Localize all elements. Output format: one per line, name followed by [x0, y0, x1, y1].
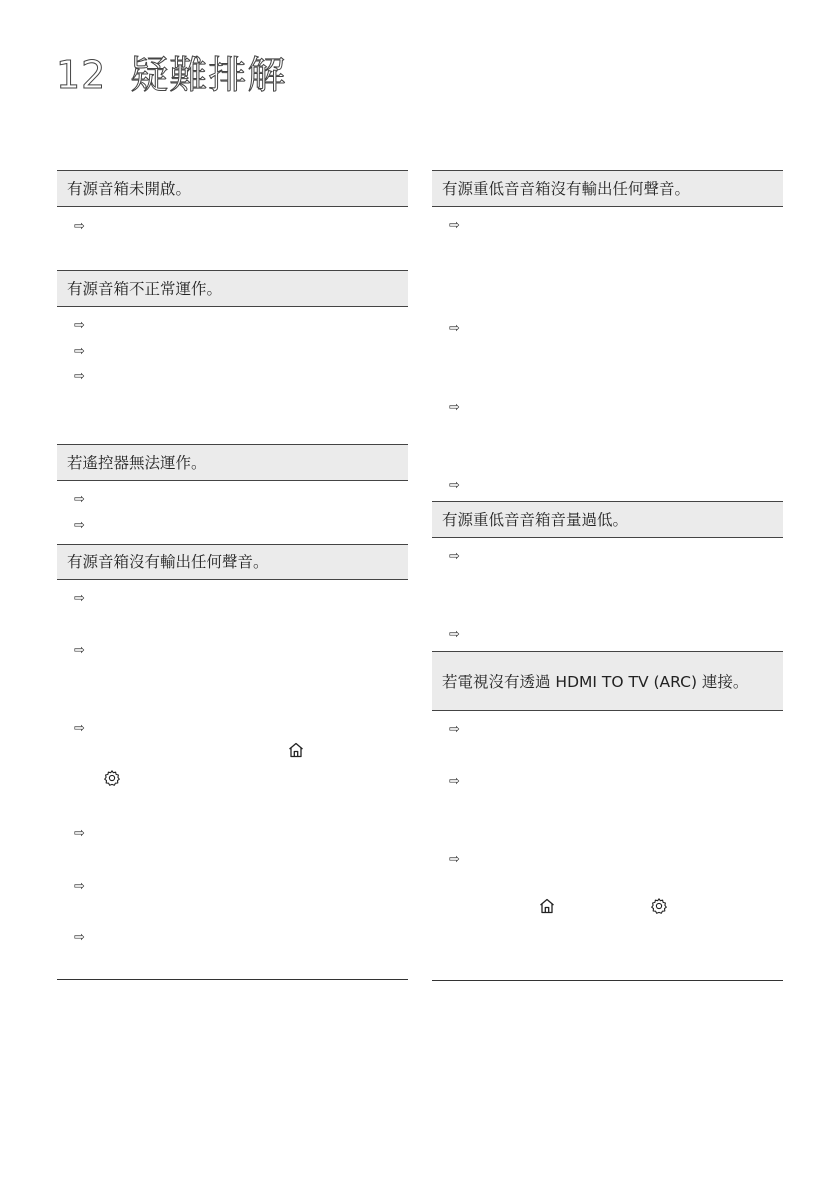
arrow-icon: ⇨: [74, 219, 85, 234]
section-header: [57, 444, 408, 481]
chapter-number: 12: [56, 53, 107, 97]
section-header: [57, 544, 408, 580]
section-header: [432, 501, 783, 538]
column-end-rule: [432, 980, 783, 981]
arrow-icon: ⇨: [449, 478, 460, 493]
arrow-icon: ⇨: [74, 643, 85, 658]
arrow-icon: ⇨: [449, 218, 460, 233]
section-body: [57, 207, 408, 270]
home-icon: [538, 897, 556, 915]
arrow-icon: ⇨: [74, 518, 85, 533]
section-body: [57, 481, 408, 544]
column-end-rule: [57, 979, 408, 980]
arrow-icon: ⇨: [449, 627, 460, 642]
right-column: [432, 170, 783, 981]
section-heading: 有源音箱未開啟。: [67, 179, 192, 198]
arrow-icon: ⇨: [74, 344, 85, 359]
arrow-icon: ⇨: [74, 318, 85, 333]
settings-icon: [103, 769, 121, 787]
section-header: [57, 270, 408, 307]
section-header: [432, 170, 783, 207]
section-header: [57, 170, 408, 207]
arrow-icon: ⇨: [449, 852, 460, 867]
section-heading: 若電視沒有透過 HDMI TO TV (ARC) 連接。: [442, 672, 749, 691]
chapter-title: [56, 48, 286, 102]
section-heading: 有源音箱沒有輸出任何聲音。: [67, 553, 269, 571]
home-icon: [287, 741, 305, 759]
arrow-icon: ⇨: [74, 492, 85, 507]
section-heading: 有源重低音音箱沒有輸出任何聲音。: [442, 179, 691, 198]
arrow-icon: ⇨: [74, 879, 85, 894]
section-body: [432, 711, 783, 981]
arrow-icon: ⇨: [74, 369, 85, 384]
chapter-heading: 疑難排解: [130, 53, 287, 97]
arrow-icon: ⇨: [74, 591, 85, 606]
arrow-icon: ⇨: [449, 549, 460, 564]
settings-icon: [650, 897, 668, 915]
section-heading: 有源音箱不正常運作。: [67, 279, 223, 298]
section-body: [432, 538, 783, 651]
arrow-icon: ⇨: [449, 774, 460, 789]
arrow-icon: ⇨: [449, 400, 460, 415]
section-heading: 若遙控器無法運作。: [67, 453, 207, 472]
section-body: [57, 580, 408, 980]
arrow-icon: ⇨: [449, 321, 460, 336]
arrow-icon: ⇨: [74, 721, 85, 736]
left-column: [57, 170, 408, 980]
section-heading: 有源重低音音箱音量過低。: [442, 510, 629, 529]
arrow-icon: ⇨: [449, 722, 460, 737]
section-header: [432, 651, 783, 711]
section-body: [57, 307, 408, 444]
section-body: [432, 207, 783, 501]
arrow-icon: ⇨: [74, 930, 85, 945]
arrow-icon: ⇨: [74, 826, 85, 841]
